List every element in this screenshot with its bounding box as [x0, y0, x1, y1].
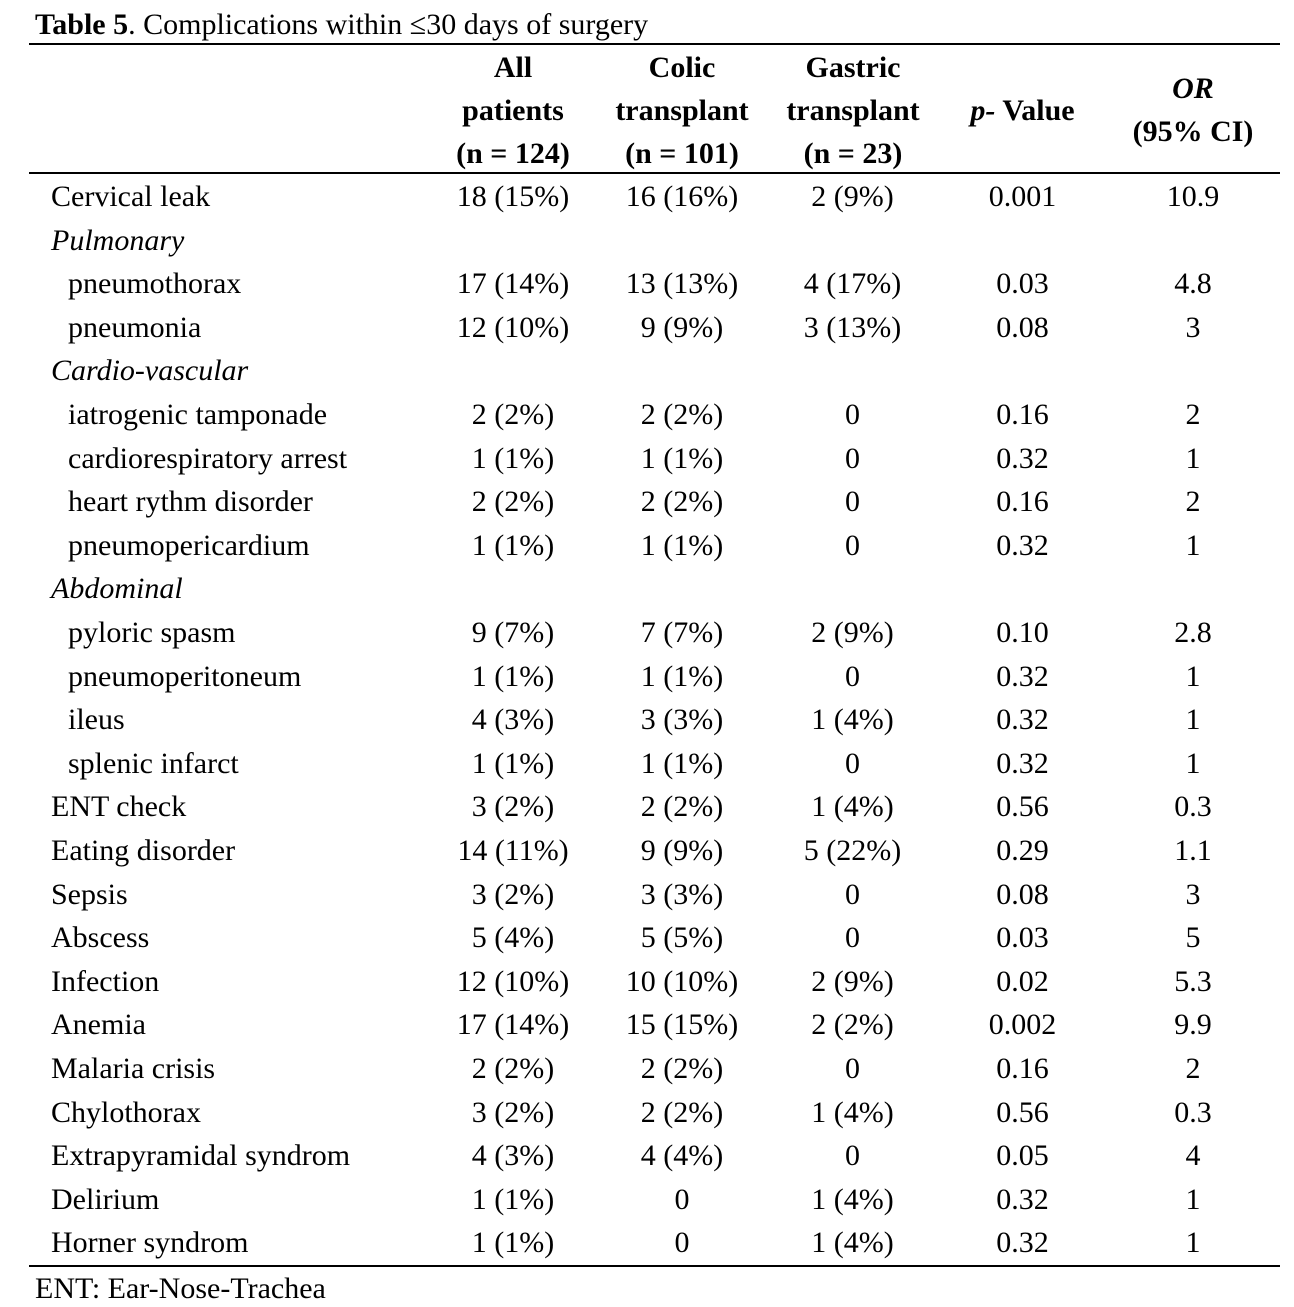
- table-cell: 3 (2%): [471, 790, 555, 824]
- row-label: Malaria crisis: [51, 1052, 216, 1085]
- table-cell: 0.08: [996, 310, 1049, 344]
- table-cell: 4 (4%): [640, 1139, 724, 1173]
- table-cell: 1 (1%): [640, 528, 724, 562]
- p-rest: Value: [995, 93, 1075, 127]
- table-cell: 0.03: [996, 267, 1049, 301]
- p-italic: p-: [970, 93, 996, 127]
- table-cell: 1: [1185, 441, 1201, 475]
- header-line: (n = 101): [625, 136, 739, 170]
- table-cell: 0: [674, 1182, 690, 1216]
- table-cell: 2: [1185, 1052, 1201, 1085]
- table-title: . Complications within ≤30 days of surgery: [128, 8, 649, 41]
- table-cell: 2 (2%): [811, 1008, 894, 1042]
- table-cell: 0.29: [996, 834, 1049, 867]
- table-cell: 0.002: [988, 1008, 1057, 1042]
- table-cell: 0: [845, 746, 860, 780]
- table-cell: 2: [1185, 485, 1201, 519]
- table-cell: 0.32: [996, 703, 1049, 737]
- table-cell: 0.05: [996, 1139, 1049, 1173]
- table-cell: 2 (9%): [811, 964, 894, 998]
- table-caption: [35, 6, 648, 44]
- table-row: [0, 306, 1294, 350]
- table-cell: 1: [1185, 746, 1201, 780]
- header-line: transplant: [786, 93, 920, 127]
- table-cell: 0: [845, 659, 860, 693]
- header-line: [1133, 67, 1254, 110]
- table-cell: 13 (13%): [625, 267, 739, 301]
- table-cell: 0.32: [996, 1182, 1049, 1216]
- table-cell: 0.32: [996, 659, 1049, 693]
- table-cell: 0.16: [996, 1052, 1049, 1085]
- row-label: Anemia: [51, 1008, 146, 1042]
- table-cell: 12 (10%): [456, 310, 570, 344]
- table-cell: 1.1: [1174, 834, 1212, 867]
- table-cell: 16 (16%): [625, 180, 739, 213]
- table-cell: 9.9: [1174, 1008, 1212, 1042]
- table-cell: 0: [845, 1139, 860, 1173]
- table-cell: 3: [1185, 877, 1201, 911]
- table-cell: 0: [845, 1052, 860, 1085]
- row-label: Eating disorder: [51, 834, 236, 867]
- table-cell: 1 (4%): [811, 1226, 894, 1260]
- header-line: (95% CI): [1132, 115, 1254, 148]
- table-row: [0, 1003, 1294, 1047]
- table-cell: 0.10: [996, 616, 1049, 649]
- table-cell: 0.16: [996, 485, 1049, 519]
- table-cell: 3 (13%): [803, 310, 902, 344]
- row-label: pneumonia: [68, 310, 202, 344]
- table-row: [0, 916, 1294, 960]
- table-row: [0, 262, 1294, 306]
- table-row: [0, 829, 1294, 873]
- table-cell: 2 (2%): [640, 1095, 724, 1129]
- row-label: pneumopericardium: [68, 528, 310, 562]
- table-cell: 0.56: [996, 1095, 1049, 1129]
- row-label: Abdominal: [51, 572, 183, 606]
- table-row: [0, 960, 1294, 1004]
- table-cell: 7 (7%): [640, 616, 724, 649]
- table-cell: 3: [1185, 310, 1201, 344]
- row-label: iatrogenic tamponade: [68, 398, 328, 431]
- table-cell: 1 (1%): [471, 659, 555, 693]
- table-cell: 0: [845, 441, 860, 475]
- table-cell: 2 (2%): [471, 1052, 555, 1085]
- table-cell: 0: [845, 398, 860, 431]
- section-row: [0, 567, 1294, 611]
- table-cell: 1 (4%): [811, 703, 894, 737]
- header-line: (n = 23): [803, 136, 903, 170]
- row-label: pneumoperitoneum: [68, 659, 302, 693]
- row-label: Horner syndrom: [51, 1226, 249, 1260]
- table-cell: 1 (1%): [640, 659, 724, 693]
- table-row: [0, 1047, 1294, 1091]
- header-line: Colic: [648, 50, 716, 84]
- table-row: [0, 1091, 1294, 1135]
- table-cell: 5.3: [1174, 964, 1212, 998]
- bottom-rule: [29, 1265, 1280, 1267]
- table-cell: 2 (9%): [811, 616, 894, 649]
- row-label: cardiorespiratory arrest: [68, 441, 348, 475]
- row-label: pyloric spasm: [68, 616, 236, 649]
- table-cell: 0: [845, 877, 860, 911]
- header-line: [970, 89, 1074, 132]
- table-cell: 15 (15%): [625, 1008, 739, 1042]
- footnote: ENT: Ear-Nose-Trachea: [35, 1272, 326, 1305]
- table-row: [0, 1178, 1294, 1222]
- table-cell: 1 (4%): [811, 1182, 894, 1216]
- table-cell: 14 (11%): [457, 834, 569, 867]
- table-row: [0, 655, 1294, 699]
- table-cell: 4.8: [1174, 267, 1212, 301]
- table-cell: 17 (14%): [456, 267, 570, 301]
- table-cell: 2 (2%): [471, 398, 555, 431]
- table-cell: 4 (3%): [471, 1139, 555, 1173]
- table-cell: 1 (4%): [811, 790, 894, 824]
- row-label: Sepsis: [51, 877, 128, 911]
- or-italic: OR: [1172, 72, 1214, 105]
- table-row: [0, 1221, 1294, 1265]
- table-cell: 2: [1185, 398, 1201, 431]
- header-line: (n = 124): [456, 136, 570, 170]
- table-cell: 0.32: [996, 528, 1049, 562]
- header-line: patients: [462, 93, 564, 127]
- table-row: [0, 524, 1294, 568]
- table-cell: 12 (10%): [456, 964, 570, 998]
- table-cell: 10.9: [1166, 180, 1220, 213]
- table-cell: 1 (1%): [471, 528, 555, 562]
- table-cell: 1: [1185, 659, 1201, 693]
- table-row: [0, 698, 1294, 742]
- table-cell: 1: [1185, 528, 1201, 562]
- table-row: [0, 873, 1294, 917]
- row-label: pneumothorax: [68, 267, 242, 301]
- table-row: [0, 437, 1294, 481]
- table-row: [0, 393, 1294, 437]
- table-cell: 0.3: [1174, 790, 1212, 824]
- table-cell: 2 (2%): [640, 790, 724, 824]
- table-cell: 0.32: [996, 746, 1049, 780]
- table-cell: 2.8: [1174, 616, 1212, 649]
- table-cell: 0.02: [996, 964, 1049, 998]
- table-cell: 9 (7%): [471, 616, 555, 649]
- header-p-value: [950, 48, 1095, 172]
- section-row: [0, 219, 1294, 263]
- table-row: [0, 785, 1294, 829]
- table-row: [0, 175, 1294, 219]
- table-cell: 1: [1185, 1182, 1201, 1216]
- table-cell: 1: [1185, 703, 1201, 737]
- table-cell: 5 (22%): [803, 834, 902, 867]
- table-cell: 5 (5%): [640, 921, 724, 955]
- table-cell: 4: [1185, 1139, 1201, 1173]
- table-row: [0, 611, 1294, 655]
- table-cell: 3 (2%): [471, 877, 555, 911]
- row-label: Pulmonary: [51, 223, 185, 257]
- table-cell: 0.56: [996, 790, 1049, 824]
- table-cell: 1 (1%): [640, 441, 724, 475]
- header-colic-transplant: [607, 48, 757, 172]
- row-label: Chylothorax: [51, 1095, 201, 1129]
- table-cell: 1: [1185, 1226, 1201, 1260]
- table-cell: 0: [845, 485, 860, 519]
- table-cell: 1 (1%): [471, 746, 555, 780]
- table-cell: 0.32: [996, 1226, 1049, 1260]
- table-cell: 9 (9%): [640, 834, 724, 867]
- table-cell: 0: [845, 921, 860, 955]
- table-cell: 18 (15%): [456, 180, 570, 213]
- table-cell: 3 (3%): [640, 877, 724, 911]
- table-cell: 0.08: [996, 877, 1049, 911]
- table-cell: 2 (2%): [640, 485, 724, 519]
- table-cell: 1 (4%): [811, 1095, 894, 1129]
- table-cell: 0.001: [988, 180, 1057, 213]
- row-label: ENT check: [51, 790, 187, 824]
- section-row: [0, 349, 1294, 393]
- row-label: Cervical leak: [51, 180, 211, 213]
- table-cell: 5 (4%): [471, 921, 555, 955]
- table-cell: 17 (14%): [456, 1008, 570, 1042]
- table-cell: 1 (1%): [471, 1226, 555, 1260]
- table-cell: 1 (1%): [471, 1182, 555, 1216]
- row-label: Extrapyramidal syndrom: [51, 1139, 351, 1173]
- header-line: All: [493, 50, 533, 84]
- table-cell: 4 (3%): [471, 703, 555, 737]
- header-gastric-transplant: [778, 48, 928, 172]
- header-rule: [29, 172, 1280, 174]
- table-cell: 3 (3%): [640, 703, 724, 737]
- table-cell: 0: [845, 528, 860, 562]
- row-label: Abscess: [51, 921, 150, 955]
- header-all-patients: [443, 48, 583, 172]
- table-cell: 9 (9%): [640, 310, 724, 344]
- table-row: [0, 1134, 1294, 1178]
- table-cell: 1 (1%): [471, 441, 555, 475]
- table-cell: 2 (2%): [640, 1052, 724, 1085]
- row-label: splenic infarct: [68, 746, 239, 780]
- table-cell: 10 (10%): [625, 964, 739, 998]
- table-cell: 0.16: [996, 398, 1049, 431]
- table-cell: 5: [1185, 921, 1201, 955]
- table-cell: 0.03: [996, 921, 1049, 955]
- table-row: [0, 480, 1294, 524]
- table-cell: 3 (2%): [471, 1095, 555, 1129]
- table-row: [0, 742, 1294, 786]
- row-label: heart rythm disorder: [68, 485, 313, 519]
- table-cell: 2 (9%): [811, 180, 894, 213]
- table-cell: 4 (17%): [803, 267, 902, 301]
- table-cell: 0.32: [996, 441, 1049, 475]
- table-cell: 0.3: [1174, 1095, 1212, 1129]
- row-label: ileus: [68, 703, 125, 737]
- row-label: Cardio-vascular: [51, 354, 249, 388]
- header-line: Gastric: [805, 50, 901, 84]
- row-label: Infection: [51, 964, 160, 998]
- table-number: Table 5: [35, 8, 129, 41]
- table-cell: 2 (2%): [640, 398, 724, 431]
- table-cell: 0: [674, 1226, 690, 1260]
- table-cell: 2 (2%): [471, 485, 555, 519]
- header-line: transplant: [615, 93, 749, 127]
- table-cell: 1 (1%): [640, 746, 724, 780]
- row-label: Delirium: [51, 1182, 160, 1216]
- header-odds-ratio: [1118, 48, 1268, 172]
